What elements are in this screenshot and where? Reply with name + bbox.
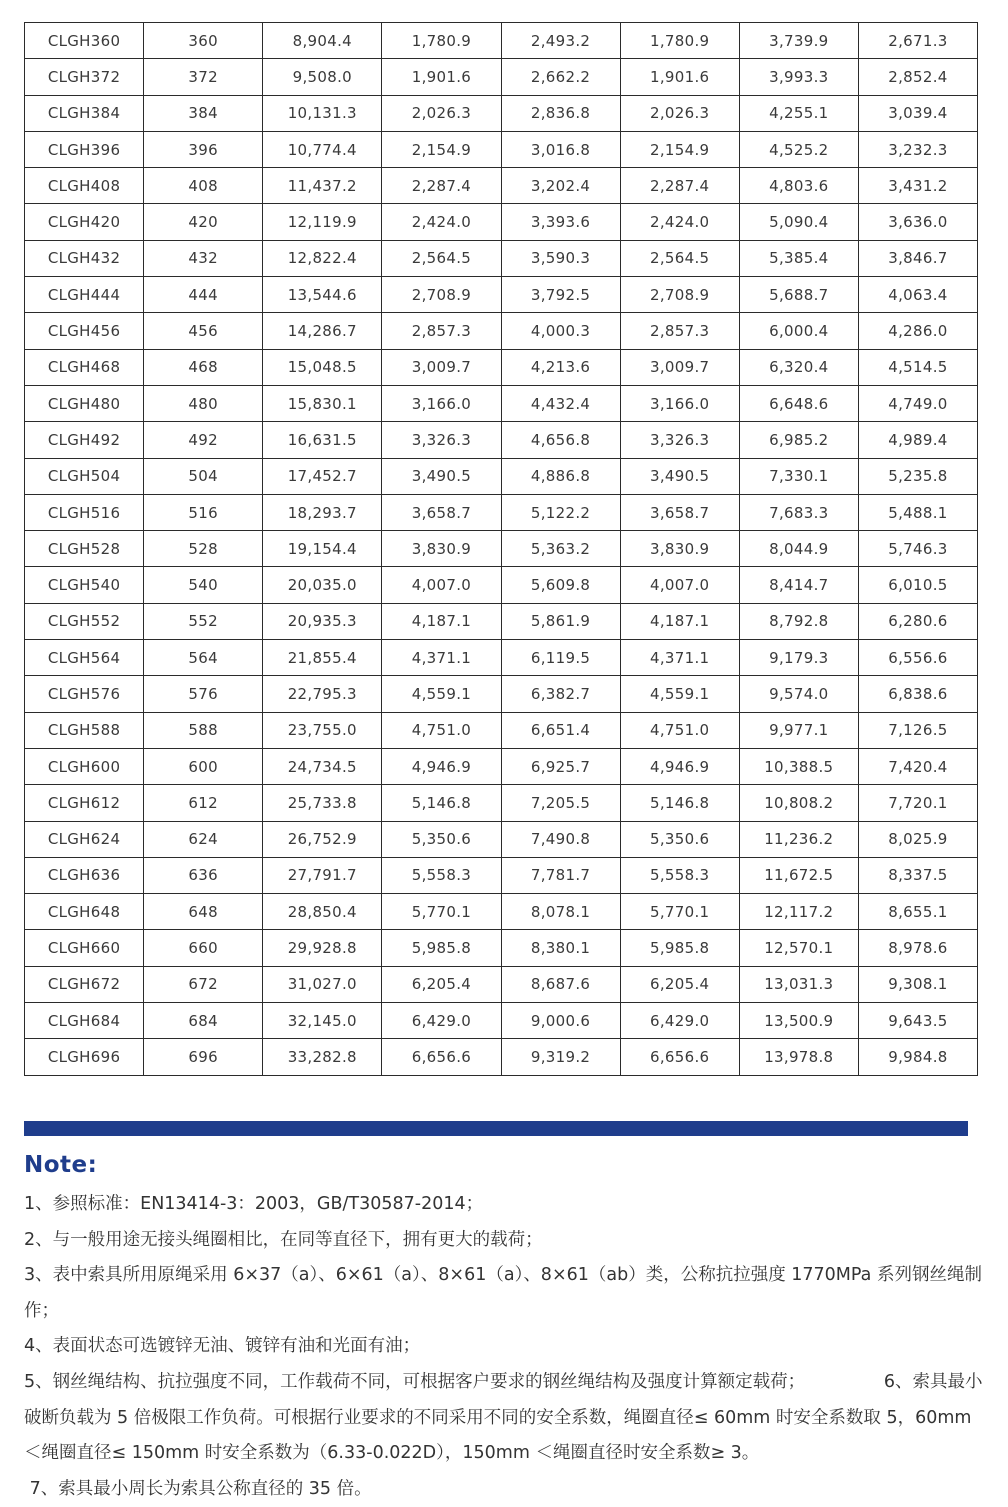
value-cell: 3,039.4 <box>858 95 977 131</box>
value-cell: 396 <box>144 131 263 167</box>
value-cell: 3,202.4 <box>501 168 620 204</box>
value-cell: 3,166.0 <box>382 385 501 421</box>
value-cell: 2,287.4 <box>382 168 501 204</box>
value-cell: 408 <box>144 168 263 204</box>
value-cell: 6,925.7 <box>501 748 620 784</box>
table-row <box>25 640 978 676</box>
value-cell: 552 <box>144 603 263 639</box>
table-row <box>25 349 978 385</box>
value-cell: 33,282.8 <box>263 1039 382 1075</box>
value-cell: 8,414.7 <box>739 567 858 603</box>
value-cell: 4,989.4 <box>858 422 977 458</box>
value-cell: 6,320.4 <box>739 349 858 385</box>
value-cell: 6,556.6 <box>858 640 977 676</box>
value-cell: 2,662.2 <box>501 59 620 95</box>
model-cell: CLGH516 <box>25 494 144 530</box>
value-cell: 13,031.3 <box>739 966 858 1002</box>
value-cell: 4,525.2 <box>739 131 858 167</box>
value-cell: 5,985.8 <box>620 930 739 966</box>
value-cell: 2,026.3 <box>620 95 739 131</box>
value-cell: 3,490.5 <box>382 458 501 494</box>
spec-table-body <box>25 23 978 1076</box>
value-cell: 576 <box>144 676 263 712</box>
value-cell: 21,855.4 <box>263 640 382 676</box>
value-cell: 6,651.4 <box>501 712 620 748</box>
value-cell: 2,424.0 <box>620 204 739 240</box>
value-cell: 11,437.2 <box>263 168 382 204</box>
value-cell: 4,656.8 <box>501 422 620 458</box>
value-cell: 4,559.1 <box>620 676 739 712</box>
table-row <box>25 313 978 349</box>
value-cell: 4,371.1 <box>382 640 501 676</box>
value-cell: 660 <box>144 930 263 966</box>
table-row <box>25 857 978 893</box>
value-cell: 2,493.2 <box>501 23 620 59</box>
note-item-3: 3、表中索具所用原绳采用 6×37（a）、6×61（a）、8×61（a）、8×61（ab）类，公称抗拉强度 1770MPa 系列钢丝绳制作； <box>24 1265 982 1321</box>
value-cell: 7,126.5 <box>858 712 977 748</box>
table-row <box>25 204 978 240</box>
model-cell: CLGH540 <box>25 567 144 603</box>
model-cell: CLGH600 <box>25 748 144 784</box>
value-cell: 1,901.6 <box>382 59 501 95</box>
table-row <box>25 59 978 95</box>
value-cell: 3,739.9 <box>739 23 858 59</box>
note-title: Note: <box>24 1152 98 1178</box>
value-cell: 4,213.6 <box>501 349 620 385</box>
value-cell: 23,755.0 <box>263 712 382 748</box>
model-cell: CLGH408 <box>25 168 144 204</box>
value-cell: 6,205.4 <box>620 966 739 1002</box>
value-cell: 2,671.3 <box>858 23 977 59</box>
value-cell: 3,830.9 <box>620 531 739 567</box>
value-cell: 9,308.1 <box>858 966 977 1002</box>
table-row <box>25 95 978 131</box>
value-cell: 4,007.0 <box>620 567 739 603</box>
value-cell: 5,770.1 <box>620 894 739 930</box>
value-cell: 28,850.4 <box>263 894 382 930</box>
value-cell: 4,886.8 <box>501 458 620 494</box>
value-cell: 11,672.5 <box>739 857 858 893</box>
value-cell: 6,656.6 <box>382 1039 501 1075</box>
table-row <box>25 603 978 639</box>
value-cell: 4,946.9 <box>620 748 739 784</box>
table-row <box>25 567 978 603</box>
value-cell: 5,350.6 <box>382 821 501 857</box>
value-cell: 2,836.8 <box>501 95 620 131</box>
value-cell: 3,658.7 <box>382 494 501 530</box>
value-cell: 6,205.4 <box>382 966 501 1002</box>
value-cell: 4,803.6 <box>739 168 858 204</box>
note-item-7: 7、索具最小周长为索具公称直径的 35 倍。 <box>24 1478 372 1499</box>
value-cell: 2,857.3 <box>620 313 739 349</box>
value-cell: 5,385.4 <box>739 240 858 276</box>
value-cell: 32,145.0 <box>263 1003 382 1039</box>
value-cell: 2,564.5 <box>382 240 501 276</box>
value-cell: 648 <box>144 894 263 930</box>
value-cell: 18,293.7 <box>263 494 382 530</box>
note-item-5: 5、钢丝绳结构、抗拉强度不同，工作载荷不同，可根据客户要求的钢丝绳结构及强度计算额定载荷； 6、索具最小破断负载为 5 倍极限工作负荷。可根据行业要求的不同采用不同的安全系数，绳圈直径≤ 60mm 时安全系数取 5，60mm ＜绳圈直径≤ 150mm 时安全系数为（6.33-0.022D），150mm ＜绳圈直径时安全系数≥ 3。 <box>24 1371 983 1464</box>
value-cell: 3,792.5 <box>501 277 620 313</box>
model-cell: CLGH372 <box>25 59 144 95</box>
value-cell: 7,720.1 <box>858 785 977 821</box>
value-cell: 6,985.2 <box>739 422 858 458</box>
value-cell: 3,658.7 <box>620 494 739 530</box>
value-cell: 5,350.6 <box>620 821 739 857</box>
value-cell: 7,683.3 <box>739 494 858 530</box>
value-cell: 3,490.5 <box>620 458 739 494</box>
table-row <box>25 821 978 857</box>
value-cell: 4,514.5 <box>858 349 977 385</box>
value-cell: 12,570.1 <box>739 930 858 966</box>
value-cell: 5,488.1 <box>858 494 977 530</box>
table-row <box>25 277 978 313</box>
value-cell: 12,117.2 <box>739 894 858 930</box>
model-cell: CLGH528 <box>25 531 144 567</box>
value-cell: 3,009.7 <box>620 349 739 385</box>
value-cell: 26,752.9 <box>263 821 382 857</box>
value-cell: 5,363.2 <box>501 531 620 567</box>
table-row <box>25 676 978 712</box>
value-cell: 3,393.6 <box>501 204 620 240</box>
value-cell: 4,751.0 <box>620 712 739 748</box>
value-cell: 5,746.3 <box>858 531 977 567</box>
value-cell: 4,255.1 <box>739 95 858 131</box>
value-cell: 6,010.5 <box>858 567 977 603</box>
value-cell: 4,751.0 <box>382 712 501 748</box>
value-cell: 20,935.3 <box>263 603 382 639</box>
model-cell: CLGH468 <box>25 349 144 385</box>
value-cell: 8,655.1 <box>858 894 977 930</box>
value-cell: 432 <box>144 240 263 276</box>
value-cell: 9,179.3 <box>739 640 858 676</box>
value-cell: 7,420.4 <box>858 748 977 784</box>
value-cell: 4,187.1 <box>620 603 739 639</box>
notes-list <box>24 1187 984 1507</box>
value-cell: 1,901.6 <box>620 59 739 95</box>
model-cell: CLGH504 <box>25 458 144 494</box>
table-row <box>25 168 978 204</box>
value-cell: 1,780.9 <box>620 23 739 59</box>
value-cell: 3,009.7 <box>382 349 501 385</box>
value-cell: 696 <box>144 1039 263 1075</box>
value-cell: 2,154.9 <box>382 131 501 167</box>
value-cell: 372 <box>144 59 263 95</box>
value-cell: 10,388.5 <box>739 748 858 784</box>
spec-table <box>24 22 978 1076</box>
model-cell: CLGH420 <box>25 204 144 240</box>
value-cell: 7,781.7 <box>501 857 620 893</box>
value-cell: 9,508.0 <box>263 59 382 95</box>
value-cell: 4,432.4 <box>501 385 620 421</box>
value-cell: 3,830.9 <box>382 531 501 567</box>
value-cell: 5,090.4 <box>739 204 858 240</box>
value-cell: 5,558.3 <box>382 857 501 893</box>
value-cell: 14,286.7 <box>263 313 382 349</box>
model-cell: CLGH672 <box>25 966 144 1002</box>
value-cell: 672 <box>144 966 263 1002</box>
value-cell: 540 <box>144 567 263 603</box>
value-cell: 5,609.8 <box>501 567 620 603</box>
model-cell: CLGH684 <box>25 1003 144 1039</box>
value-cell: 10,774.4 <box>263 131 382 167</box>
value-cell: 612 <box>144 785 263 821</box>
value-cell: 516 <box>144 494 263 530</box>
value-cell: 8,078.1 <box>501 894 620 930</box>
table-row <box>25 458 978 494</box>
value-cell: 6,280.6 <box>858 603 977 639</box>
value-cell: 24,734.5 <box>263 748 382 784</box>
value-cell: 5,558.3 <box>620 857 739 893</box>
note-item-1: 1、参照标准：EN13414-3：2003，GB/T30587-2014； <box>24 1194 484 1214</box>
table-row <box>25 494 978 530</box>
value-cell: 5,122.2 <box>501 494 620 530</box>
value-cell: 4,559.1 <box>382 676 501 712</box>
value-cell: 6,382.7 <box>501 676 620 712</box>
model-cell: CLGH576 <box>25 676 144 712</box>
value-cell: 4,187.1 <box>382 603 501 639</box>
table-row <box>25 785 978 821</box>
value-cell: 11,236.2 <box>739 821 858 857</box>
model-cell: CLGH492 <box>25 422 144 458</box>
value-cell: 16,631.5 <box>263 422 382 458</box>
value-cell: 13,500.9 <box>739 1003 858 1039</box>
value-cell: 6,656.6 <box>620 1039 739 1075</box>
model-cell: CLGH396 <box>25 131 144 167</box>
value-cell: 2,708.9 <box>382 277 501 313</box>
model-cell: CLGH360 <box>25 23 144 59</box>
value-cell: 4,371.1 <box>620 640 739 676</box>
table-row <box>25 930 978 966</box>
value-cell: 600 <box>144 748 263 784</box>
value-cell: 27,791.7 <box>263 857 382 893</box>
value-cell: 8,792.8 <box>739 603 858 639</box>
value-cell: 17,452.7 <box>263 458 382 494</box>
section-divider-bar <box>24 1121 968 1136</box>
value-cell: 636 <box>144 857 263 893</box>
model-cell: CLGH696 <box>25 1039 144 1075</box>
value-cell: 6,429.0 <box>620 1003 739 1039</box>
model-cell: CLGH480 <box>25 385 144 421</box>
value-cell: 8,380.1 <box>501 930 620 966</box>
model-cell: CLGH432 <box>25 240 144 276</box>
model-cell: CLGH660 <box>25 930 144 966</box>
value-cell: 12,119.9 <box>263 204 382 240</box>
model-cell: CLGH456 <box>25 313 144 349</box>
value-cell: 20,035.0 <box>263 567 382 603</box>
value-cell: 6,119.5 <box>501 640 620 676</box>
model-cell: CLGH564 <box>25 640 144 676</box>
value-cell: 1,780.9 <box>382 23 501 59</box>
model-cell: CLGH552 <box>25 603 144 639</box>
value-cell: 25,733.8 <box>263 785 382 821</box>
value-cell: 6,838.6 <box>858 676 977 712</box>
value-cell: 456 <box>144 313 263 349</box>
value-cell: 4,749.0 <box>858 385 977 421</box>
value-cell: 7,205.5 <box>501 785 620 821</box>
value-cell: 468 <box>144 349 263 385</box>
value-cell: 15,048.5 <box>263 349 382 385</box>
value-cell: 29,928.8 <box>263 930 382 966</box>
value-cell: 528 <box>144 531 263 567</box>
value-cell: 4,000.3 <box>501 313 620 349</box>
value-cell: 8,044.9 <box>739 531 858 567</box>
model-cell: CLGH444 <box>25 277 144 313</box>
value-cell: 7,490.8 <box>501 821 620 857</box>
value-cell: 3,232.3 <box>858 131 977 167</box>
value-cell: 22,795.3 <box>263 676 382 712</box>
value-cell: 5,861.9 <box>501 603 620 639</box>
model-cell: CLGH648 <box>25 894 144 930</box>
model-cell: CLGH384 <box>25 95 144 131</box>
table-row <box>25 712 978 748</box>
table-row <box>25 422 978 458</box>
value-cell: 7,330.1 <box>739 458 858 494</box>
value-cell: 2,708.9 <box>620 277 739 313</box>
table-row <box>25 1039 978 1075</box>
value-cell: 19,154.4 <box>263 531 382 567</box>
value-cell: 8,978.6 <box>858 930 977 966</box>
value-cell: 624 <box>144 821 263 857</box>
note-item-4: 4、表面状态可选镀锌无油、镀锌有油和光面有油； <box>24 1336 421 1357</box>
value-cell: 3,993.3 <box>739 59 858 95</box>
value-cell: 5,235.8 <box>858 458 977 494</box>
table-row <box>25 894 978 930</box>
value-cell: 3,326.3 <box>382 422 501 458</box>
value-cell: 6,429.0 <box>382 1003 501 1039</box>
value-cell: 8,025.9 <box>858 821 977 857</box>
model-cell: CLGH624 <box>25 821 144 857</box>
value-cell: 9,319.2 <box>501 1039 620 1075</box>
value-cell: 2,026.3 <box>382 95 501 131</box>
value-cell: 5,146.8 <box>620 785 739 821</box>
value-cell: 2,287.4 <box>620 168 739 204</box>
value-cell: 4,946.9 <box>382 748 501 784</box>
value-cell: 10,131.3 <box>263 95 382 131</box>
value-cell: 3,846.7 <box>858 240 977 276</box>
value-cell: 480 <box>144 385 263 421</box>
table-row <box>25 131 978 167</box>
value-cell: 2,154.9 <box>620 131 739 167</box>
value-cell: 13,544.6 <box>263 277 382 313</box>
value-cell: 15,830.1 <box>263 385 382 421</box>
value-cell: 8,687.6 <box>501 966 620 1002</box>
table-row <box>25 240 978 276</box>
value-cell: 360 <box>144 23 263 59</box>
value-cell: 4,286.0 <box>858 313 977 349</box>
value-cell: 6,648.6 <box>739 385 858 421</box>
value-cell: 2,852.4 <box>858 59 977 95</box>
model-cell: CLGH612 <box>25 785 144 821</box>
value-cell: 492 <box>144 422 263 458</box>
value-cell: 4,007.0 <box>382 567 501 603</box>
value-cell: 4,063.4 <box>858 277 977 313</box>
value-cell: 9,000.6 <box>501 1003 620 1039</box>
value-cell: 384 <box>144 95 263 131</box>
value-cell: 2,424.0 <box>382 204 501 240</box>
value-cell: 3,326.3 <box>620 422 739 458</box>
value-cell: 5,688.7 <box>739 277 858 313</box>
value-cell: 12,822.4 <box>263 240 382 276</box>
table-row <box>25 385 978 421</box>
value-cell: 564 <box>144 640 263 676</box>
value-cell: 3,016.8 <box>501 131 620 167</box>
value-cell: 5,985.8 <box>382 930 501 966</box>
value-cell: 3,166.0 <box>620 385 739 421</box>
value-cell: 2,564.5 <box>620 240 739 276</box>
value-cell: 684 <box>144 1003 263 1039</box>
note-item-2: 2、与一般用途无接头绳圈相比，在同等直径下，拥有更大的载荷； <box>24 1229 543 1250</box>
value-cell: 31,027.0 <box>263 966 382 1002</box>
value-cell: 6,000.4 <box>739 313 858 349</box>
table-row <box>25 748 978 784</box>
value-cell: 3,590.3 <box>501 240 620 276</box>
value-cell: 504 <box>144 458 263 494</box>
value-cell: 9,643.5 <box>858 1003 977 1039</box>
value-cell: 3,431.2 <box>858 168 977 204</box>
value-cell: 9,984.8 <box>858 1039 977 1075</box>
value-cell: 13,978.8 <box>739 1039 858 1075</box>
value-cell: 420 <box>144 204 263 240</box>
value-cell: 3,636.0 <box>858 204 977 240</box>
value-cell: 5,146.8 <box>382 785 501 821</box>
value-cell: 10,808.2 <box>739 785 858 821</box>
value-cell: 8,337.5 <box>858 857 977 893</box>
value-cell: 9,574.0 <box>739 676 858 712</box>
table-row <box>25 531 978 567</box>
value-cell: 9,977.1 <box>739 712 858 748</box>
model-cell: CLGH636 <box>25 857 144 893</box>
value-cell: 444 <box>144 277 263 313</box>
value-cell: 588 <box>144 712 263 748</box>
table-row <box>25 966 978 1002</box>
value-cell: 8,904.4 <box>263 23 382 59</box>
model-cell: CLGH588 <box>25 712 144 748</box>
value-cell: 5,770.1 <box>382 894 501 930</box>
table-row <box>25 23 978 59</box>
value-cell: 2,857.3 <box>382 313 501 349</box>
table-row <box>25 1003 978 1039</box>
